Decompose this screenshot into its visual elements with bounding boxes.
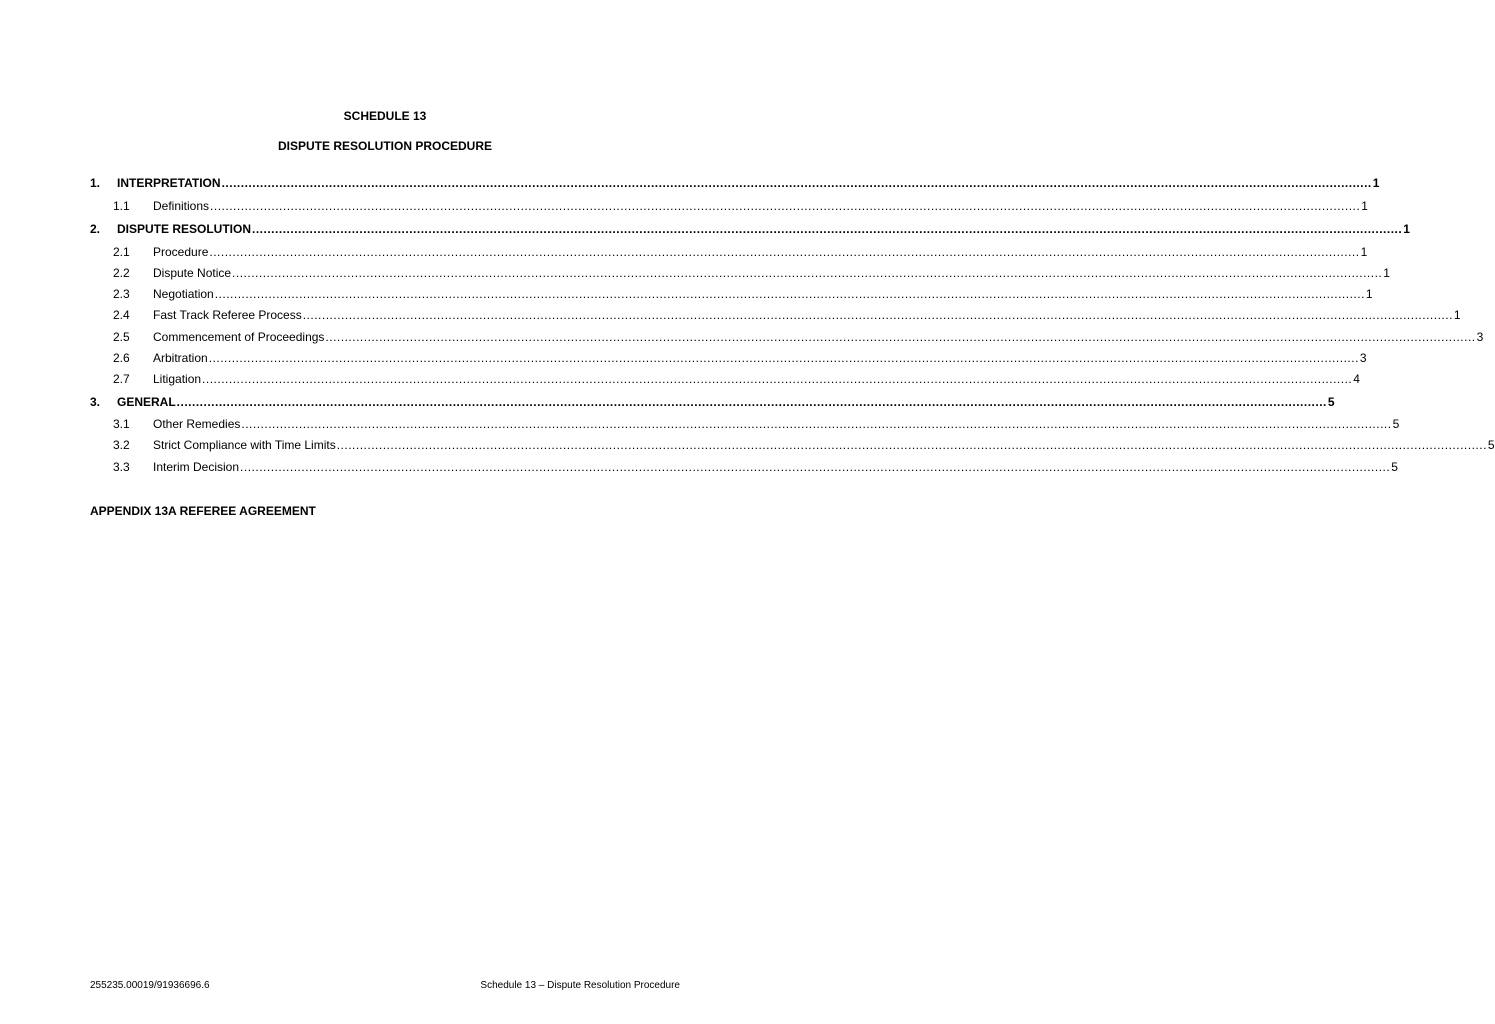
toc-leader: ............................................................................................................................................................................................................................................................................................................ xyxy=(302,308,1453,322)
toc-label: Definitions xyxy=(153,199,210,213)
toc-leader: ............................................................................................................................................................................................................................................................................................................ xyxy=(221,176,1372,190)
toc-page: 5 xyxy=(1391,460,1398,474)
schedule-heading: SCHEDULE 13 xyxy=(343,109,427,123)
toc-entry-2-6[interactable] xyxy=(113,350,1367,366)
toc-label: Interim Decision xyxy=(153,460,240,474)
toc-leader: ............................................................................................................................................................................................................................................................................................................ xyxy=(210,199,1361,213)
toc-page: 1 xyxy=(1403,222,1410,236)
toc-page: 5 xyxy=(1487,438,1495,452)
toc-number: 2.7 xyxy=(113,372,130,386)
toc-number: 2.5 xyxy=(113,330,130,344)
footer-doc-title: Schedule 13 – Dispute Resolution Procedure xyxy=(480,980,680,991)
toc-label: Fast Track Referee Process xyxy=(153,308,302,322)
toc-entry-2-1[interactable] xyxy=(113,244,1368,260)
toc-number: 1.1 xyxy=(113,199,130,213)
toc-page: 1 xyxy=(1372,176,1380,190)
toc-entry-1[interactable] xyxy=(90,175,1380,191)
toc-number: 2. xyxy=(90,222,101,236)
toc-entry-2-4[interactable] xyxy=(113,307,1461,323)
toc-page: 4 xyxy=(1353,372,1360,386)
toc-leader: ............................................................................................................................................................................................................................................................................................................ xyxy=(336,438,1487,452)
toc-entry-2-3[interactable] xyxy=(113,286,1373,302)
document-title: DISPUTE RESOLUTION PROCEDURE xyxy=(277,139,493,153)
toc-page: 5 xyxy=(1392,417,1400,431)
toc-page: 1 xyxy=(1453,308,1461,322)
toc-entry-3-2[interactable] xyxy=(113,437,1495,453)
toc-leader: ............................................................................................................................................................................................................................................................................................................ xyxy=(214,287,1365,301)
toc-entry-2[interactable] xyxy=(90,221,1410,237)
toc-page: 3 xyxy=(1359,351,1367,365)
toc-label: Strict Compliance with Time Limits xyxy=(153,438,336,452)
toc-label: Arbitration xyxy=(153,351,208,365)
toc-number: 2.3 xyxy=(113,287,130,301)
toc-entry-2-2[interactable] xyxy=(113,265,1390,281)
toc-label: Litigation xyxy=(153,372,202,386)
toc-leader: ............................................................................................................................................................................................................................................................................................................ xyxy=(209,245,1360,259)
footer-doc-id: 255235.00019/91936696.6 xyxy=(90,980,210,991)
toc-leader: ............................................................................................................................................................................................................................................................................................................ xyxy=(208,351,1359,365)
toc-label: Commencement of Proceedings xyxy=(153,330,325,344)
toc-label: Negotiation xyxy=(153,287,214,301)
toc-page: 1 xyxy=(1360,245,1368,259)
toc-entry-3[interactable] xyxy=(90,394,1335,410)
toc-number: 3.3 xyxy=(113,460,130,474)
toc-entry-2-5[interactable] xyxy=(113,329,1484,345)
toc-leader: ............................................................................................................................................................................................................................................................................................................ xyxy=(240,460,1391,474)
toc-leader: ............................................................................................................................................................................................................................................................................................................ xyxy=(252,222,1403,236)
toc-label: INTERPRETATION xyxy=(117,176,221,190)
toc-leader: ............................................................................................................................................................................................................................................................................................................ xyxy=(202,372,1353,386)
appendix-heading: APPENDIX 13A REFEREE AGREEMENT xyxy=(90,504,316,518)
toc-label: Dispute Notice xyxy=(153,266,232,280)
toc-number: 2.4 xyxy=(113,308,130,322)
toc-leader: ............................................................................................................................................................................................................................................................................................................ xyxy=(241,417,1392,431)
toc-page: 1 xyxy=(1383,266,1390,280)
toc-label: GENERAL xyxy=(117,395,176,409)
toc-number: 1. xyxy=(90,176,101,190)
toc-entry-3-3[interactable] xyxy=(113,459,1398,475)
toc-number: 2.1 xyxy=(113,245,130,259)
toc-entry-3-1[interactable] xyxy=(113,416,1400,432)
toc-number: 3. xyxy=(90,395,101,409)
toc-label: Other Remedies xyxy=(153,417,241,431)
toc-page: 3 xyxy=(1476,330,1484,344)
toc-label: DISPUTE RESOLUTION xyxy=(117,222,252,236)
toc-label: Procedure xyxy=(153,245,209,259)
toc-page: 1 xyxy=(1365,287,1373,301)
toc-entry-1-1[interactable] xyxy=(113,198,1368,214)
toc-entry-2-7[interactable] xyxy=(113,371,1360,387)
toc-leader: ............................................................................................................................................................................................................................................................................................................ xyxy=(325,330,1476,344)
toc-page: 1 xyxy=(1361,199,1368,213)
toc-page: 5 xyxy=(1327,395,1335,409)
toc-number: 3.1 xyxy=(113,417,130,431)
toc-leader: ............................................................................................................................................................................................................................................................................................................ xyxy=(232,266,1383,280)
toc-leader: ............................................................................................................................................................................................................................................................................................................ xyxy=(176,395,1327,409)
toc-number: 2.2 xyxy=(113,266,130,280)
toc-number: 2.6 xyxy=(113,351,130,365)
toc-number: 3.2 xyxy=(113,438,130,452)
